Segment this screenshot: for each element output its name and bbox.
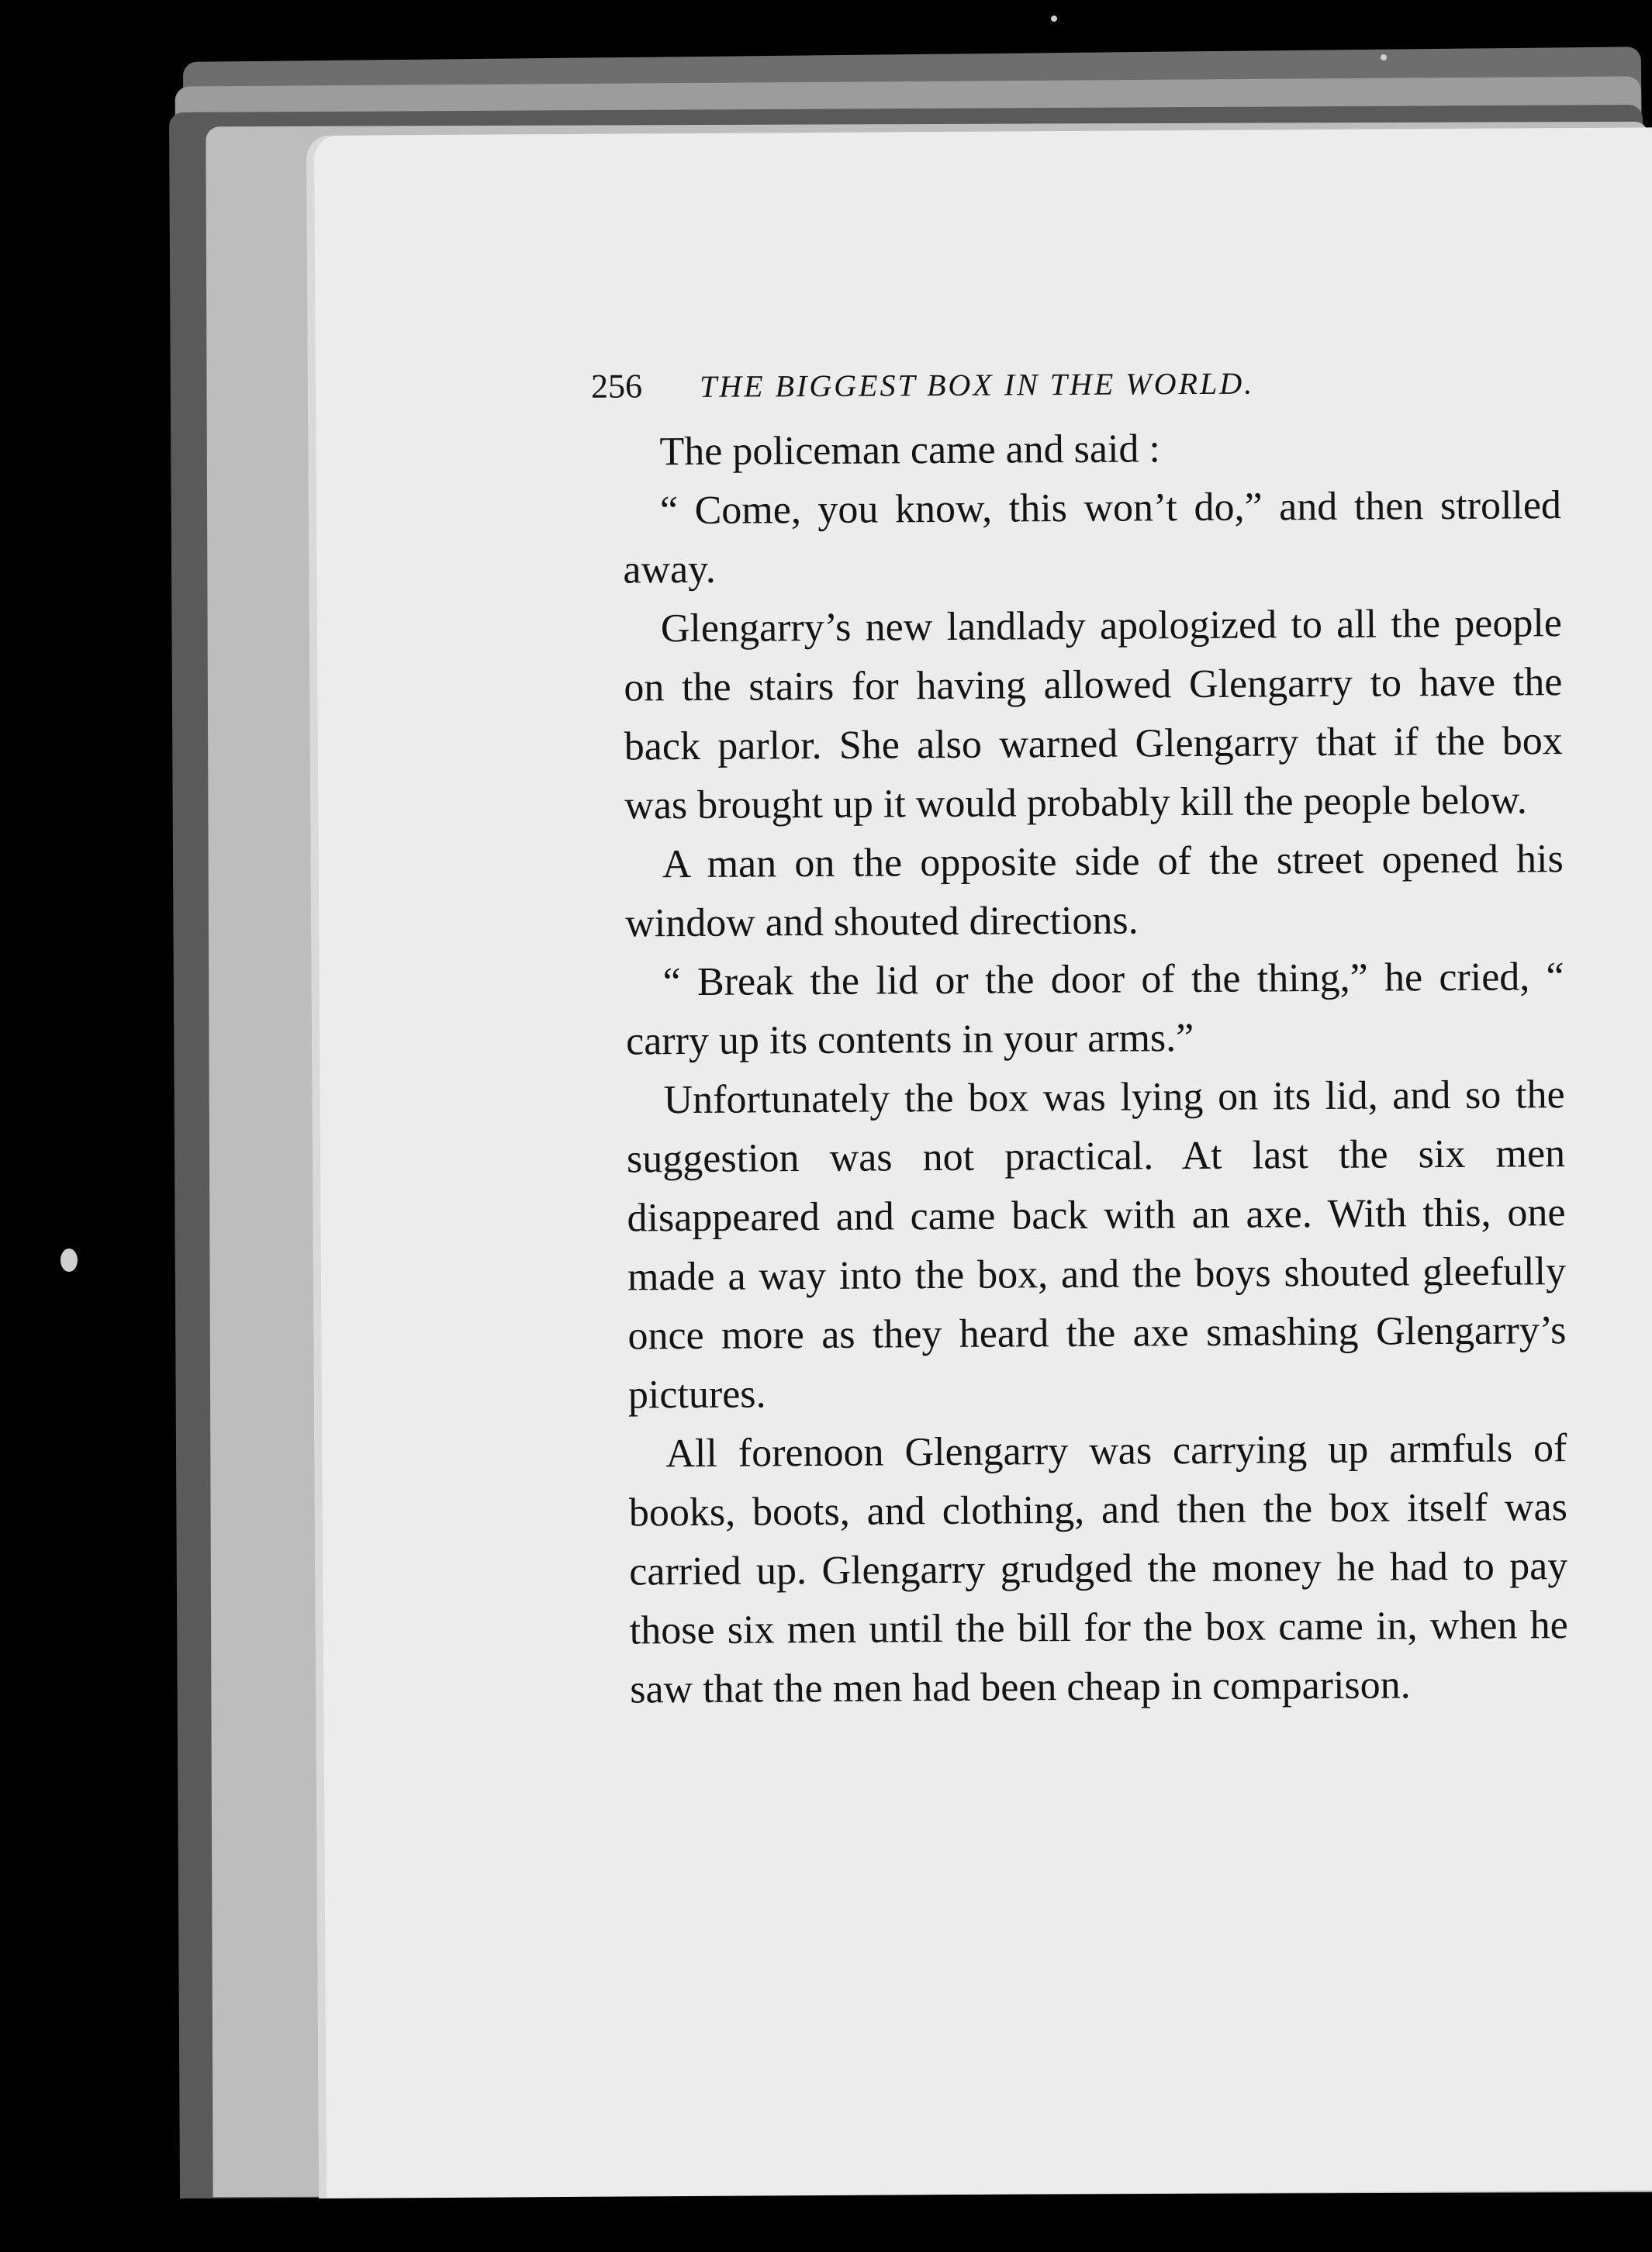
paragraph: “ Come, you know, this won’t do,” and then strolled away. bbox=[623, 483, 1562, 592]
page-text bbox=[590, 361, 1569, 1719]
dust-speck bbox=[1381, 54, 1387, 60]
dust-speck bbox=[1051, 16, 1057, 22]
dust-speck bbox=[60, 1249, 78, 1272]
running-head: THE BIGGEST BOX IN THE WORLD. bbox=[699, 365, 1255, 404]
paragraph: The policeman came and said : bbox=[659, 427, 1161, 475]
page-number: 256 bbox=[590, 367, 643, 406]
paragraph: Unfortunately the box was lying on its lid, and so the suggestion was not practical. At last the six men disappeared and came back with an axe. With this, one made a way into the box, and the boys shouted gleefully once more as they heard the axe smashing Glengarry’s pictures. bbox=[626, 1072, 1567, 1418]
page-header bbox=[591, 361, 1560, 406]
paragraph: A man on the opposite side of the street opened his window and shouted directions. bbox=[625, 837, 1564, 946]
paragraph: Glengarry’s new landlady apologized to all the people on the stairs for having allowed Glengarry to have the back parlor. She also warned Glengarry that if the box was brought up it would probably kill the people below. bbox=[624, 601, 1563, 828]
paragraph: “ Break the lid or the door of the thing,” he cried, “ carry up its contents in your arms.” bbox=[625, 955, 1564, 1064]
book-page bbox=[306, 127, 1652, 2198]
paragraph: All forenoon Glengarry was carrying up armfuls of books, boots, and clothing, and then the box itself was carried up. Glengarry grudged the money he had to pay those six men until the bill for the box came in, when he saw that the men had been cheap in comparison. bbox=[628, 1426, 1568, 1712]
